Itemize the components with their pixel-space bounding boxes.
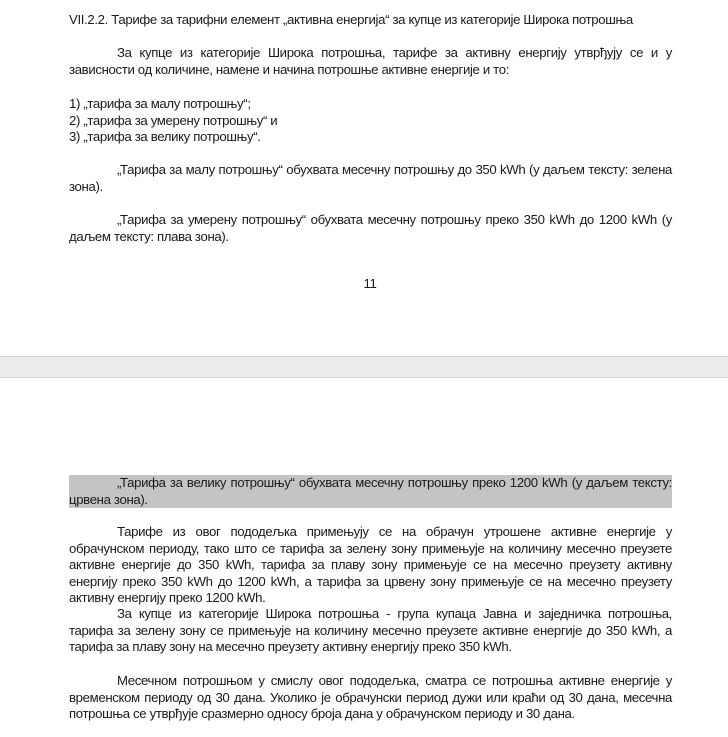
tariff-application-paragraph: Тарифе из овог пододељка примењују се на обрачун утрошене активне енергије у обрачунском периоду, тако што се тарифа за зелену зону примењује на количину месечно преузете активне енергије до 350 kWh, тарифа за плаву зону примењује се на месечно преузету активну енергију преко 350 kWh до 1200 kWh, а тарифа за црвену зону примењује се на месечно преузету активну енергију преко 1200 kWh. — [69, 524, 672, 605]
moderate-consumption-paragraph: „Тарифа за умерену потрошњу“ обухвата месечну потрошњу преко 350 kWh до 1200 kWh (у даљем тексту: плава зона). — [69, 212, 672, 244]
document-page-bottom — [0, 378, 728, 737]
public-consumption-paragraph: За купце из категорије Широка потрошња - група купаца Јавна и заједничка потрошња, тарифа за зелену зону се примењује на количину месечно преузете активне енергије до 350 kWh, а тарифа за плаву зону на месечно преузету активну енергију преко 350 kWh. — [69, 606, 672, 654]
tariff-list — [69, 96, 277, 146]
page-break-separator — [0, 356, 728, 378]
monthly-consumption-paragraph: Месечном потрошњом у смислу овог пододељка, сматра се потрошња активне енергије у временском периоду од 30 дана. Уколико је обрачунски период дужи или краћи од 30 дана, месечна потрошња се утврђује сразмерно односу броја дана у обрачунском периоду и 30 дана. — [69, 673, 672, 721]
intro-paragraph: За купце из категорије Широка потрошња, тарифе за активну енергију утврђују се и у зависности од количине, намене и начина потрошње активне енергије и то: — [69, 45, 672, 77]
list-item: 3) „тарифа за велику потрошњу“. — [69, 129, 261, 144]
document-page-top — [0, 0, 728, 356]
page-number: 11 — [363, 276, 377, 291]
large-consumption-paragraph[interactable]: „Тарифа за велику потрошњу“ обухвата месечну потрошњу преко 1200 kWh (у даљем тексту: црвена зона). — [69, 475, 672, 507]
list-item: 2) „тарифа за умерену потрошњу“ и — [69, 112, 278, 128]
section-heading: VII.2.2. Тарифе за тарифни елемент „активна енергија“ за купце из категорије Широка потрошња — [69, 12, 633, 27]
list-item: 1) „тарифа за малу потрошњу“; — [69, 96, 251, 111]
small-consumption-paragraph: „Тарифа за малу потрошњу“ обухвата месечну потрошњу до 350 kWh (у даљем тексту: зелена зона). — [69, 162, 672, 194]
